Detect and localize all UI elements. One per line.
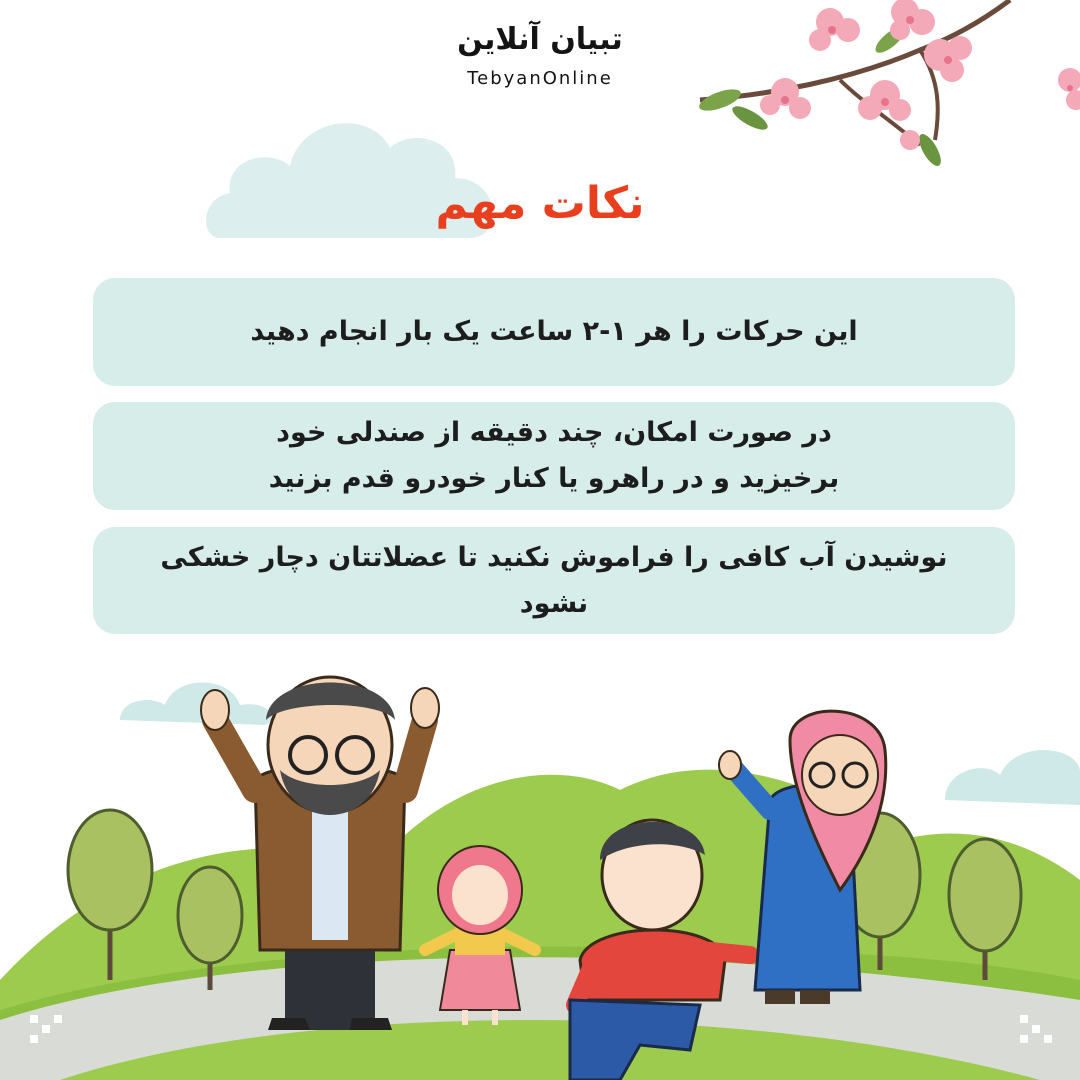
tip-text: در صورت امکان، چند دقیقه از صندلی خود برخیزید و در راهرو یا کنار خودرو قدم بزنید [268, 417, 840, 494]
cloud-icon [120, 683, 272, 726]
tip-card [93, 402, 1015, 510]
brand-logo-persian: تبیان آنلاین [457, 22, 623, 57]
page-title: نکات مهم [435, 178, 645, 229]
tip-text: نوشیدن آب کافی را فراموش نکنید تا عضلاتتان دچار خشکی نشود [160, 541, 948, 619]
cloud-icon [945, 750, 1080, 805]
cherry-blossom-branch [690, 0, 1080, 180]
family-illustration [0, 650, 1080, 1080]
tip-text: این حرکات را هر ۱-۲ ساعت یک بار انجام دهید [250, 316, 858, 347]
tip-card [93, 527, 1015, 634]
girl-figure [425, 846, 535, 1025]
tip-card [93, 278, 1015, 386]
brand-logo-latin: TebyanOnline [467, 68, 613, 89]
